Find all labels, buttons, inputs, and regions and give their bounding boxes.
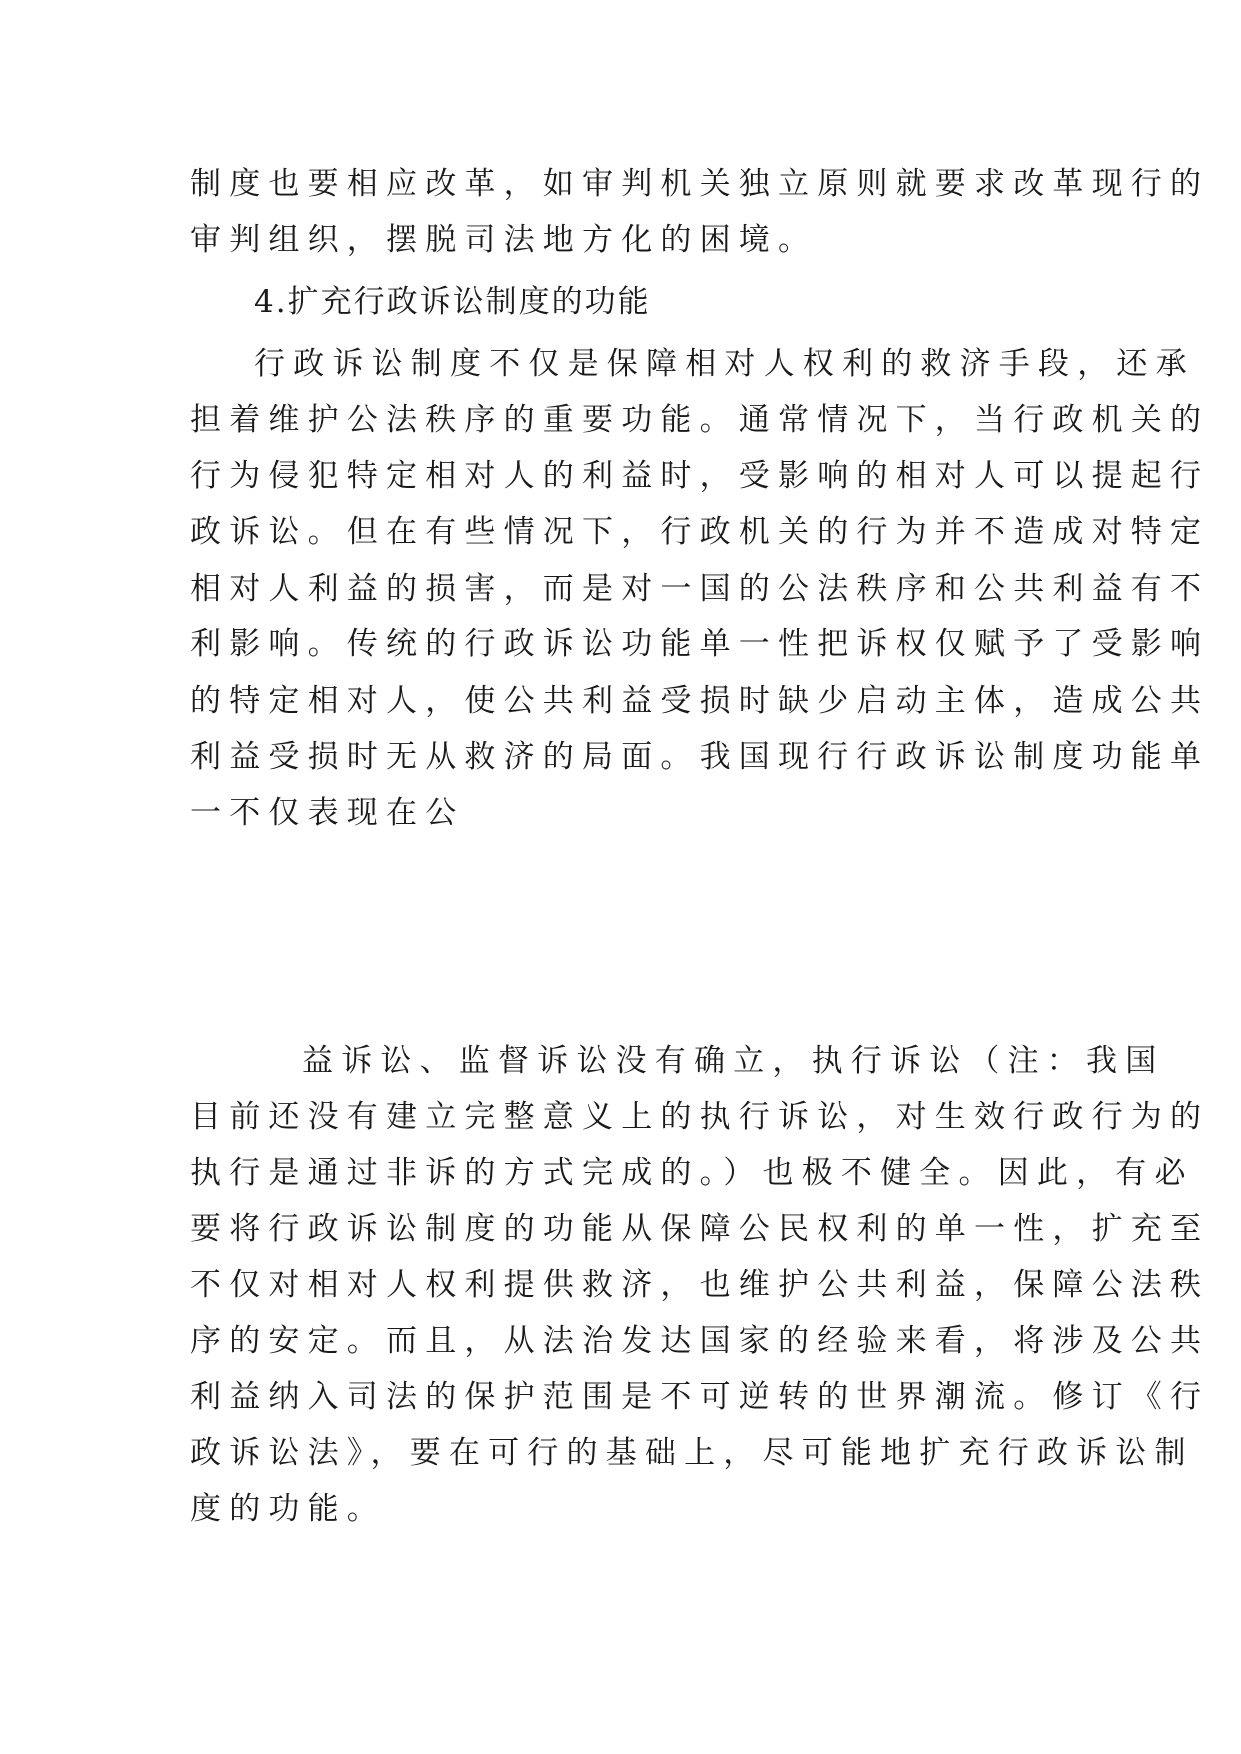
- text-line: 利益受损时无从救济的局面。我国现行行政诉讼制度功能单: [190, 739, 1210, 775]
- text-line: 执行是通过非诉的方式完成的。）也极不健全。因此，有必: [190, 1155, 1194, 1191]
- text-line: 不仅对相对人权利提供救济，也维护公共利益，保障公法秩: [190, 1267, 1210, 1303]
- section-heading: 4.扩充行政诉讼制度的功能: [254, 284, 651, 320]
- text-line: 要将行政诉讼制度的功能从保障公民权利的单一性，扩充至: [190, 1211, 1210, 1247]
- text-line: 度的功能。: [190, 1491, 386, 1527]
- text-line: 政诉讼。但在有些情况下，行政机关的行为并不造成对特定: [190, 514, 1210, 550]
- text-line: 目前还没有建立完整意义上的执行诉讼，对生效行政行为的: [190, 1099, 1210, 1135]
- text-line: 行政诉讼制度不仅是保障相对人权利的救济手段，还承: [254, 346, 1195, 382]
- text-line: 行为侵犯特定相对人的利益时，受影响的相对人可以提起行: [190, 458, 1210, 494]
- text-line: 利影响。传统的行政诉讼功能单一性把诉权仅赋予了受影响: [190, 626, 1210, 662]
- text-line: 一不仅表现在公: [190, 795, 465, 831]
- text-line: 制度也要相应改革，如审判机关独立原则就要求改革现行的: [190, 166, 1210, 202]
- text-line: 利益纳入司法的保护范围是不可逆转的世界潮流。修订《行: [190, 1379, 1210, 1415]
- text-line: 政诉讼法》，要在可行的基础上，尽可能地扩充行政诉讼制: [190, 1435, 1194, 1471]
- text-line: 审判组织，摆脱司法地方化的困境。: [190, 222, 818, 258]
- text-line: 相对人利益的损害，而是对一国的公法秩序和公共利益有不: [190, 571, 1210, 607]
- text-line: 的特定相对人，使公共利益受损时缺少启动主体，造成公共: [190, 683, 1210, 719]
- text-line: 担着维护公法秩序的重要功能。通常情况下，当行政机关的: [190, 402, 1210, 438]
- text-line: 序的安定。而且，从法治发达国家的经验来看，将涉及公共: [190, 1323, 1210, 1359]
- text-line: 益诉讼、监督诉讼没有确立，执行诉讼（注：我国: [302, 1043, 1165, 1079]
